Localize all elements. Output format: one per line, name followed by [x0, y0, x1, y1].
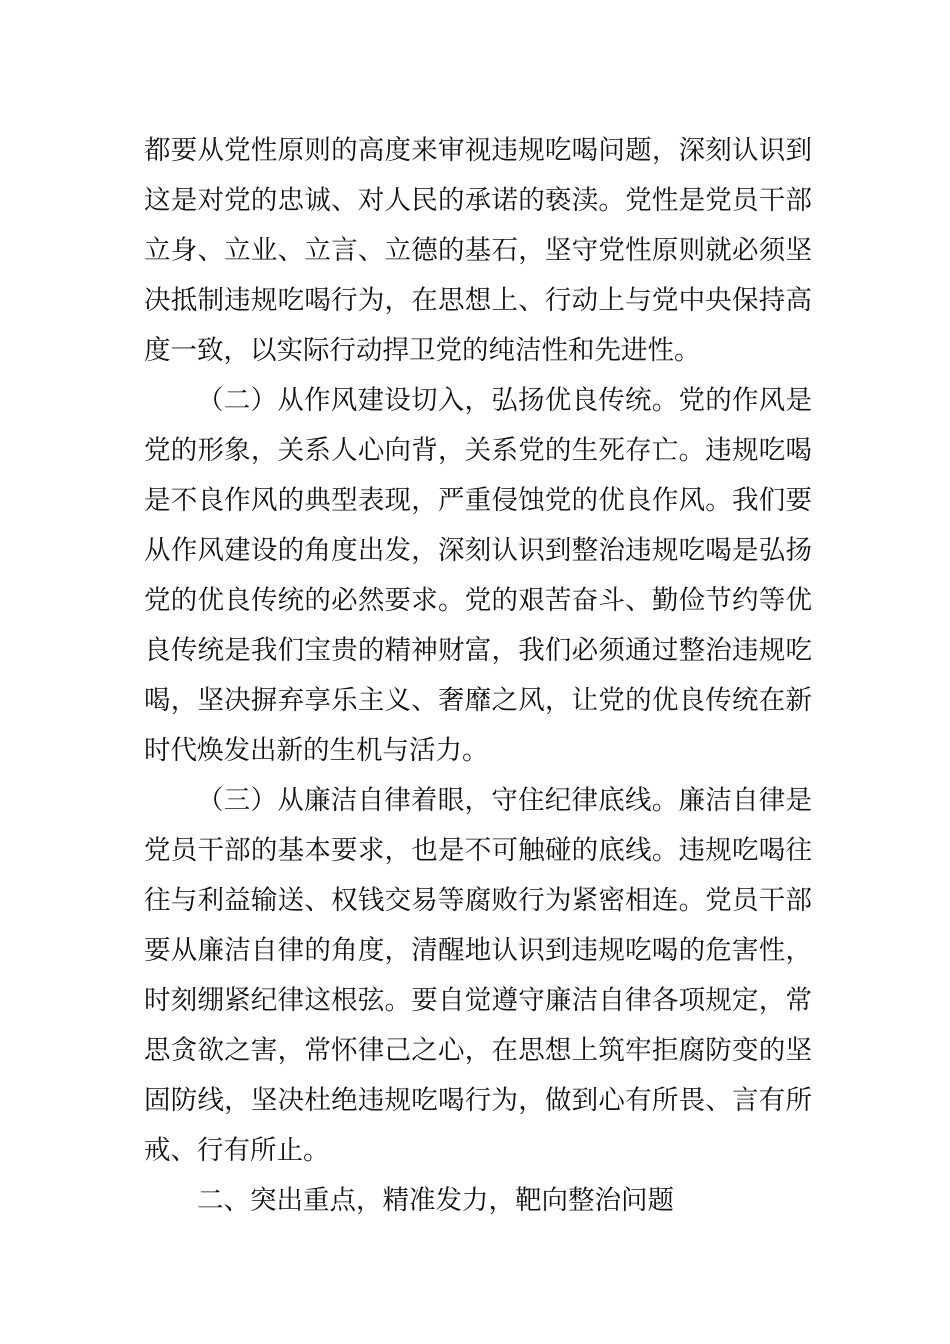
paragraph-section-2: （二）从作风建设切入，弘扬优良传统。党的作风是党的形象，关系人心向背，关系党的生死存亡。违规吃喝是不良作风的典型表现，严重侵蚀党的优良作风。我们要从作风建设的角度出发，深刻认识到整治违规吃喝是弘扬党的优良传统的必然要求。党的艰苦奋斗、勤俭节约等优良传统是我们宝贵的精神财富，我们必须通过整治违规吃喝，坚决摒弃享乐主义、奢靡之风，让党的优良传统在新时代焕发出新的生机与活力。: [144, 385, 812, 766]
heading-part-2: 二、突出重点，精准发力，靶向整治问题: [197, 1185, 674, 1216]
paragraph-section-3: （三）从廉洁自律着眼，守住纪律底线。廉洁自律是党员干部的基本要求，也是不可触碰的底线。违规吃喝往往与利益输送、权钱交易等腐败行为紧密相连。党员干部要从廉洁自律的角度，清醒地认识到违规吃喝的危害性，时刻绷紧纪律这根弦。要自觉遵守廉洁自律各项规定，常思贪欲之害，常怀律己之心，在思想上筑牢拒腐防变的坚固防线，坚决杜绝违规吃喝行为，做到心有所畏、言有所戒、行有所止。: [144, 785, 812, 1166]
paragraph-continuation: 都要从党性原则的高度来审视违规吃喝问题，深刻认识到这是对党的忠诚、对人民的承诺的亵渎。党性是党员干部立身、立业、立言、立德的基石，坚守党性原则就必须坚决抵制违规吃喝行为，在思想上、行动上与党中央保持高度一致，以实际行动捍卫党的纯洁性和先进性。: [144, 135, 812, 366]
document-body: [144, 126, 812, 1226]
